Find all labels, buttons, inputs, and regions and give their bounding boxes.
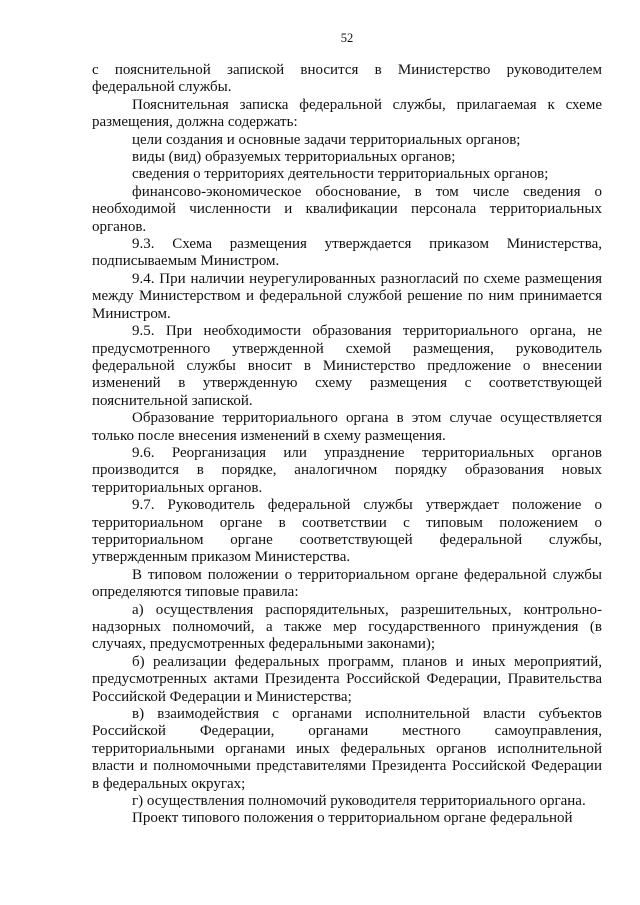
paragraph: 9.5. При необходимости образования территориального органа, не предусмотренного утвержденной схемой размещения, руководитель федеральной службы вносит в Министерство предложение о внесении изменений в утвержденную схему размещения с соответствующей пояснительной запиской. bbox=[92, 323, 602, 409]
list-item: сведения о территориях деятельности территориальных органов; bbox=[132, 166, 549, 183]
list-item: а) осуществления распорядительных, разрешительных, контрольно-надзорных полномочий, а также мер государственного принуждения (в случаях, предусмотренных федеральными законами); bbox=[92, 601, 602, 653]
paragraph: 9.6. Реорганизация или упразднение территориальных органов производится в порядке, аналогичном порядку образования новых территориальных органов. bbox=[92, 444, 602, 496]
list-item: цели создания и основные задачи территориальных органов; bbox=[132, 131, 521, 148]
paragraph: Проект типового положения о территориальном органе федеральной bbox=[132, 810, 573, 827]
paragraph: 9.3. Схема размещения утверждается приказом Министерства, подписываемым Министром. bbox=[92, 236, 602, 270]
paragraph: В типовом положении о территориальном органе федеральной службы определяются типовые правила: bbox=[92, 566, 602, 601]
list-item: финансово-экономическое обоснование, в том числе сведения о необходимой численности и квалификации персонала территориальных органов. bbox=[92, 183, 602, 235]
page-number: 52 bbox=[340, 31, 354, 45]
document-body bbox=[92, 62, 602, 828]
document-page bbox=[92, 30, 602, 828]
paragraph: Образование территориального органа в этом случае осуществляется только после внесения изменений в схему размещения. bbox=[92, 410, 602, 444]
list-item: в) взаимодействия с органами исполнительной власти субъектов Российской Федерации, органами местного самоуправления, территориальными органами иных федеральных органов исполнительной власти и полномочными представителями Президента Российской Федерации в федеральных округах; bbox=[92, 706, 602, 792]
paragraph: 9.7. Руководитель федеральной службы утверждает положение о территориальном органе в соответствии с типовым положением о территориальном органе соответствующей федеральной службы, утвержденным приказом Министерства. bbox=[92, 497, 602, 566]
list-item: виды (вид) образуемых территориальных органов; bbox=[132, 149, 456, 166]
list-item: г) осуществления полномочий руководителя территориального органа. bbox=[132, 793, 586, 810]
paragraph: Пояснительная записка федеральной службы, прилагаемая к схеме размещения, должна содержать: bbox=[92, 96, 602, 131]
paragraph: 9.4. При наличии неурегулированных разногласий по схеме размещения между Министерством и федеральной службой решение по ним принимается Министром. bbox=[92, 270, 602, 322]
list-item: б) реализации федеральных программ, планов и иных мероприятий, предусмотренных актами Президента Российской Федерации, Правительства Российской Федерации и Министерства; bbox=[92, 653, 602, 705]
paragraph: с пояснительной запиской вносится в Министерство руководителем федеральной службы. bbox=[92, 62, 602, 96]
